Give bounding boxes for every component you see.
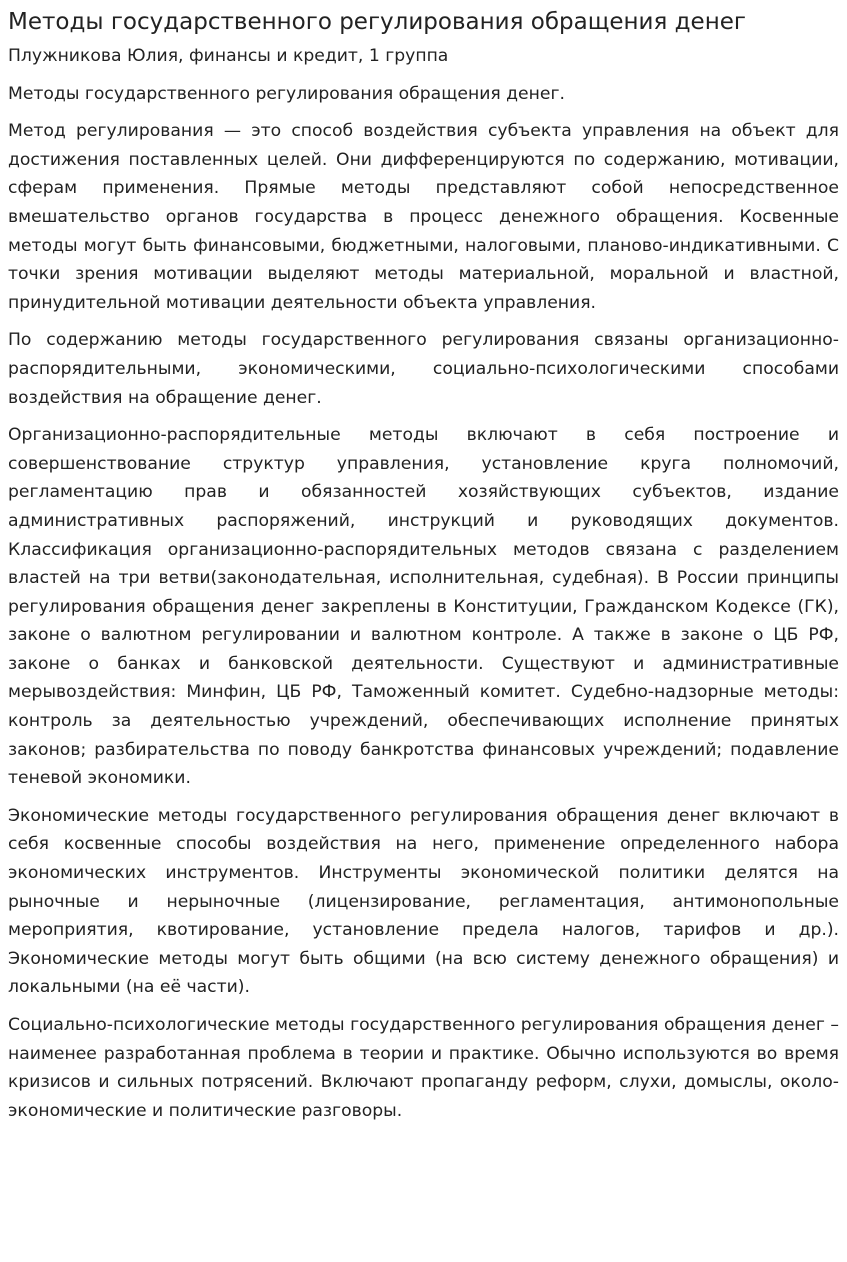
paragraph-content-methods: По содержанию методы государственного регулирования связаны организационно-распорядительными, экономическими, социально-психологическими способами воздействия на обращение денег. [8, 330, 839, 408]
paragraph-method-definition: Метод регулирования — это способ воздействия субъекта управления на объект для достижения поставленных целей. Они дифференцируются по содержанию, мотивации, сферам применения. Прямые методы представляют собой непосредственное вмешательство органов государства в процесс денежного обращения. Косвенные методы могут быть финансовыми, бюджетными, налоговыми, планово-индикативными. С точки зрения мотивации выделяют методы материальной, моральной и властной, принудительной мотивации деятельности объекта управления. [8, 121, 839, 313]
paragraph-organizational-methods: Организационно-распорядительные методы включают в себя построение и совершенствование структур управления, установление круга полномочий, регламентацию прав и обязанностей хозяйствующих субъектов, издание административных распоряжений, инструкций и руководящих документов. Классификация организационно-распорядительных методов связана с разделением властей на три ветви(законодательная, исполнительная, судебная). В России принципы регулирования обращения денег закреплены в Конституции, Гражданском Кодексе (ГК), законе о валютном регулировании и валютном контроле. А также в законе о ЦБ РФ, законе о банках и банковской деятельности. Существуют и административные мерывоздействия: Минфин, ЦБ РФ, Таможенный комитет. Судебно-надзорные методы: контроль за деятельностью учреждений, обеспечивающих исполнение принятых законов; разбирательства по поводу банкротства финансовых учреждений; подавление теневой экономики. [8, 425, 839, 789]
paragraph-economic-methods: Экономические методы государственного регулирования обращения денег включают в себя косвенные способы воздействия на него, применение определенного набора экономических инструментов. Инструменты экономической политики делятся на рыночные и нерыночные (лицензирование, регламентация, антимонопольные мероприятия, квотирование, установление предела налогов, тарифов и др.). Экономические методы могут быть общими (на всю систему денежного обращения) и локальными (на её части). [8, 805, 839, 998]
page-title: Методы государственного регулирования обращения денег [8, 9, 746, 35]
document-subtitle: Методы государственного регулирования обращения денег. [8, 83, 565, 104]
author-line: Плужникова Юлия, финансы и кредит, 1 группа [8, 46, 449, 66]
paragraph-social-psychological-methods: Социально-психологические методы государственного регулирования обращения денег – наименее разработанная проблема в теории и практике. Обычно используются во время кризисов и сильных потрясений. Включают пропаганду реформ, слухи, домыслы, около-экономические и политические разговоры. [8, 1015, 839, 1121]
